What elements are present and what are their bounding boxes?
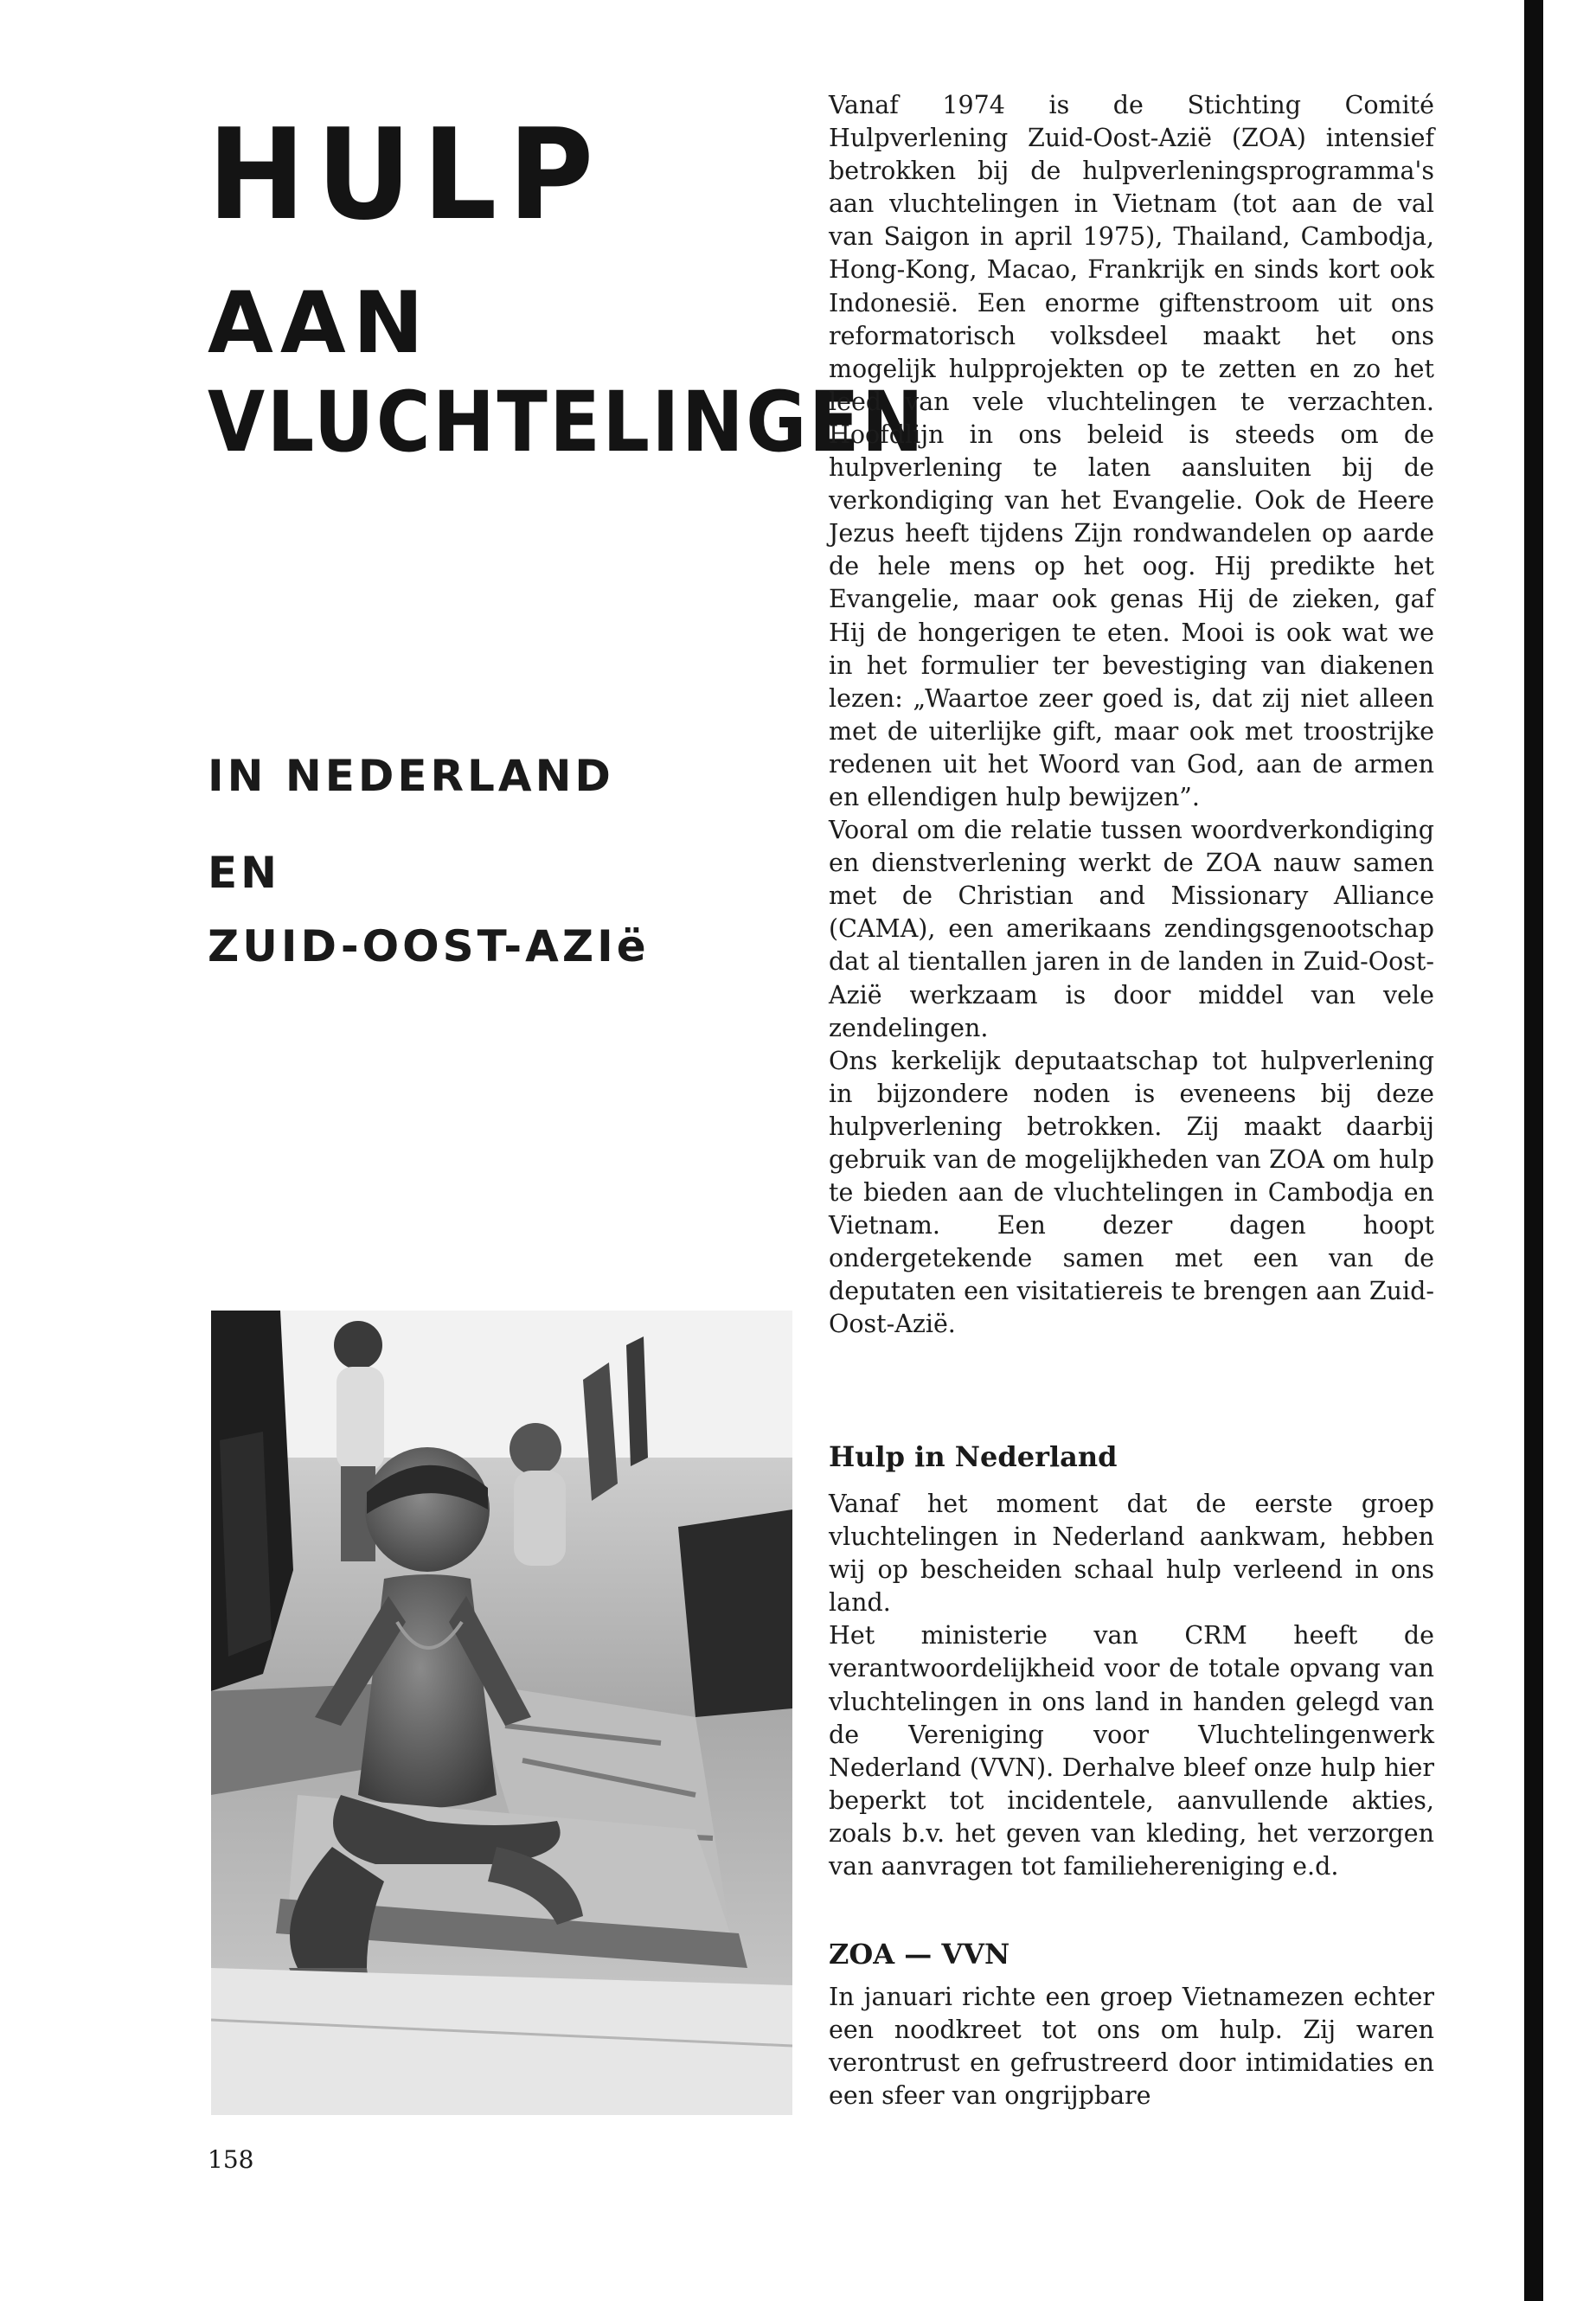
zoa-vvn-paragraph: In januari richte een groep Vietnamezen echter een noodkreet tot ons om hulp. Zij waren verontrust en gefrustreerd door intimidaties en een sfeer van ongrijpbare (829, 1983, 1434, 2111)
subtitle-line-1: IN NEDERLAND (208, 751, 614, 801)
intro-text-column (829, 89, 1434, 1342)
subtitle-line-3: ZUID-OOST-AZIë (208, 921, 650, 971)
zoa-vvn-text (829, 1981, 1434, 2112)
subtitle-line-2: EN (208, 848, 281, 898)
nederland-paragraph: Het ministerie van CRM heeft de verantwoordelijkheid voor de totale opvang van vluchtelingen in ons land in handen gelegd van de Vereniging voor Vluchtelingenwerk Nederland (VVN). Derhalve bleef onze hulp hier beperkt tot incidentele, aanvullende akties, zoals b.v. het geven van kleding, het verzorgen van aanvragen tot familiehereniging e.d. (829, 1621, 1434, 1881)
title-line-1: HULP (208, 102, 606, 248)
intro-paragraph: Vanaf 1974 is de Stichting Comité Hulpverlening Zuid-Oost-Azië (ZOA) intensief betrokken bij de hulpverleningsprogramma's aan vluchtelingen in Vietnam (tot aan de val van Saigon in april 1975), Thailand, Cambodja, Hong-Kong, Macao, Frankrijk en sinds kort ook Indonesië. Een enorme giftenstroom uit ons reformatorisch volksdeel maakt het ons mogelijk hulpprojekten op te zetten en zo het leed van vele vluchtelingen te verzachten. Hoofdlijn in ons beleid is steeds om de hulpverlening te laten aansluiten bij de verkondiging van het Evangelie. Ook de Heere Jezus heeft tijdens Zijn rondwandelen op aarde de hele mens op het oog. Hij predikte het Evangelie, maar ook genas Hij de zieken, gaf Hij de hongerigen te eten. Mooi is ook wat we in het formulier ter bevestiging van diakenen lezen: „Waartoe zeer goed is, dat zij niet alleen met de uiterlijke gift, maar ook met troostrijke redenen uit het Woord van God, aan de armen en ellendigen hulp bewijzen”. (829, 91, 1434, 811)
intro-paragraph: Ons kerkelijk deputaatschap tot hulpverlening in bijzondere noden is eveneens bij deze hulpverlening betrokken. Zij maakt daarbij gebruik van de mogelijkheden van ZOA om hulp te bieden aan de vluchtelingen in Cambodja en Vietnam. Een dezer dagen hoopt ondergetekende samen met een van de deputaten een visitatiereis te brengen aan Zuid-Oost-Azië. (829, 1046, 1434, 1339)
intro-paragraph: Vooral om die relatie tussen woordverkondiging en dienstverlening werkt de ZOA nauw samen met de Christian and Missionary Alliance (CAMA), een amerikaans zendingsgenootschap dat al tientallen jaren in de landen in Zuid-Oost-Azië werkzaam is door middel van vele zendelingen. (829, 816, 1434, 1042)
title-line-3: VLUCHTELINGEN (208, 374, 926, 471)
refugee-child-photo (211, 1311, 792, 2115)
scan-edge-bar (1524, 0, 1543, 2301)
heading-zoa-vvn: ZOA — VVN (829, 1938, 1010, 1971)
heading-hulp-in-nederland: Hulp in Nederland (829, 1440, 1118, 1473)
title-line-2: AAN (208, 274, 431, 373)
page-number: 158 (208, 2145, 254, 2174)
nederland-text (829, 1488, 1434, 1883)
nederland-paragraph: Vanaf het moment dat de eerste groep vluchtelingen in Nederland aankwam, hebben wij op bescheiden schaal hulp verleend in ons land. (829, 1490, 1434, 1618)
